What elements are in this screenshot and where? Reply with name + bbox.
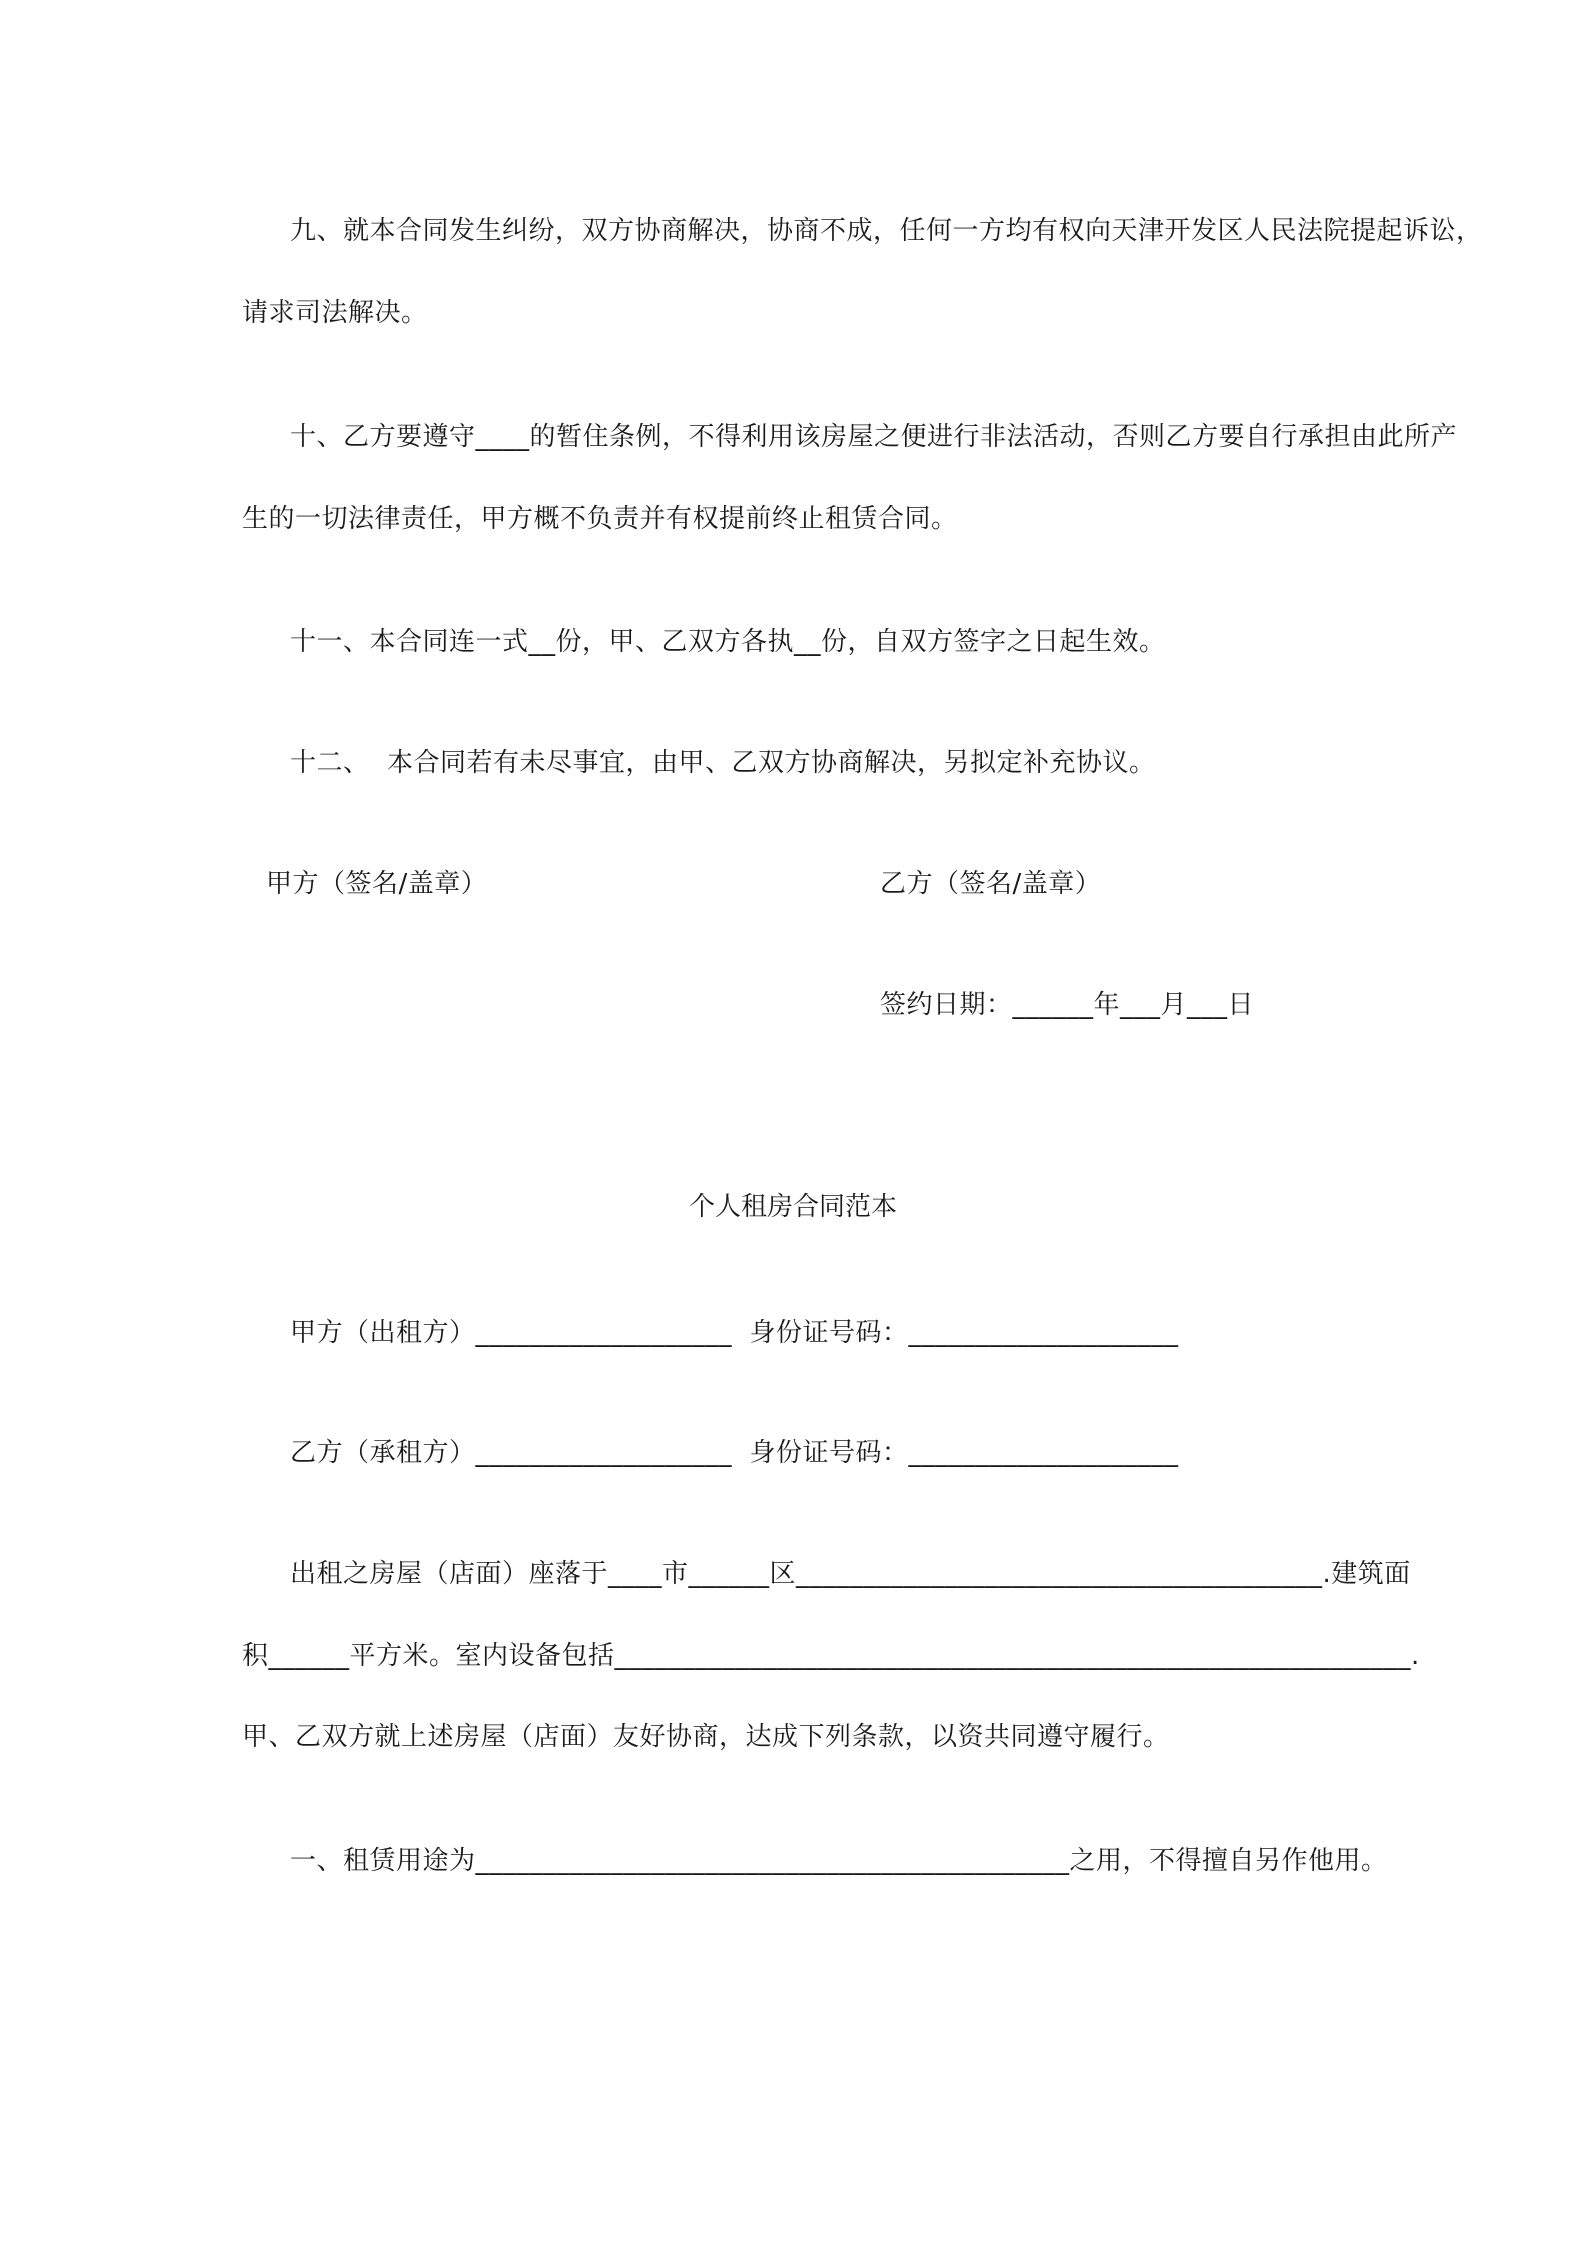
- clause-1: 一、租赁用途为____________________________________________之用，不得擅自另作他用。: [290, 1846, 1388, 1876]
- clause-11: 十一、本合同连一式__份，甲、乙双方各执__份，自双方签字之日起生效。: [290, 627, 1166, 657]
- party-a-signature-label: 甲方（签名/盖章）: [266, 869, 488, 899]
- signing-date: 签约日期：______年___月___日: [880, 990, 1255, 1020]
- clause-9-line-1: 九、就本合同发生纠纷，双方协商解决，协商不成，任何一方均有权向天津开发区人民法院提起诉讼，: [290, 216, 1483, 246]
- clause-10-line-2: 生的一切法律责任，甲方概不负责并有权提前终止租赁合同。: [242, 504, 958, 534]
- premises-line-3: 甲、乙双方就上述房屋（店面）友好协商，达成下列条款，以资共同遵守履行。: [242, 1722, 1170, 1752]
- lessor-line: 甲方（出租方）___________________ 身份证号码：____________________: [290, 1318, 1179, 1348]
- premises-line-2: 积______平方米。室内设备包括___________________________________________________________.: [242, 1641, 1420, 1671]
- clause-9-line-2: 请求司法解决。: [242, 298, 428, 328]
- lessee-line: 乙方（承租方）___________________ 身份证号码：____________________: [290, 1438, 1179, 1468]
- party-b-signature-label: 乙方（签名/盖章）: [880, 869, 1102, 899]
- premises-line-1: 出租之房屋（店面）座落于____市______区_______________________________________.建筑面: [290, 1559, 1411, 1589]
- clause-12: 十二、 本合同若有未尽事宜，由甲、乙双方协商解决，另拟定补充协议。: [290, 748, 1156, 778]
- contract-title: 个人租房合同范本: [688, 1192, 897, 1222]
- clause-10-line-1: 十、乙方要遵守____的暂住条例，不得利用该房屋之便进行非法活动，否则乙方要自行承担由此所产: [290, 422, 1458, 452]
